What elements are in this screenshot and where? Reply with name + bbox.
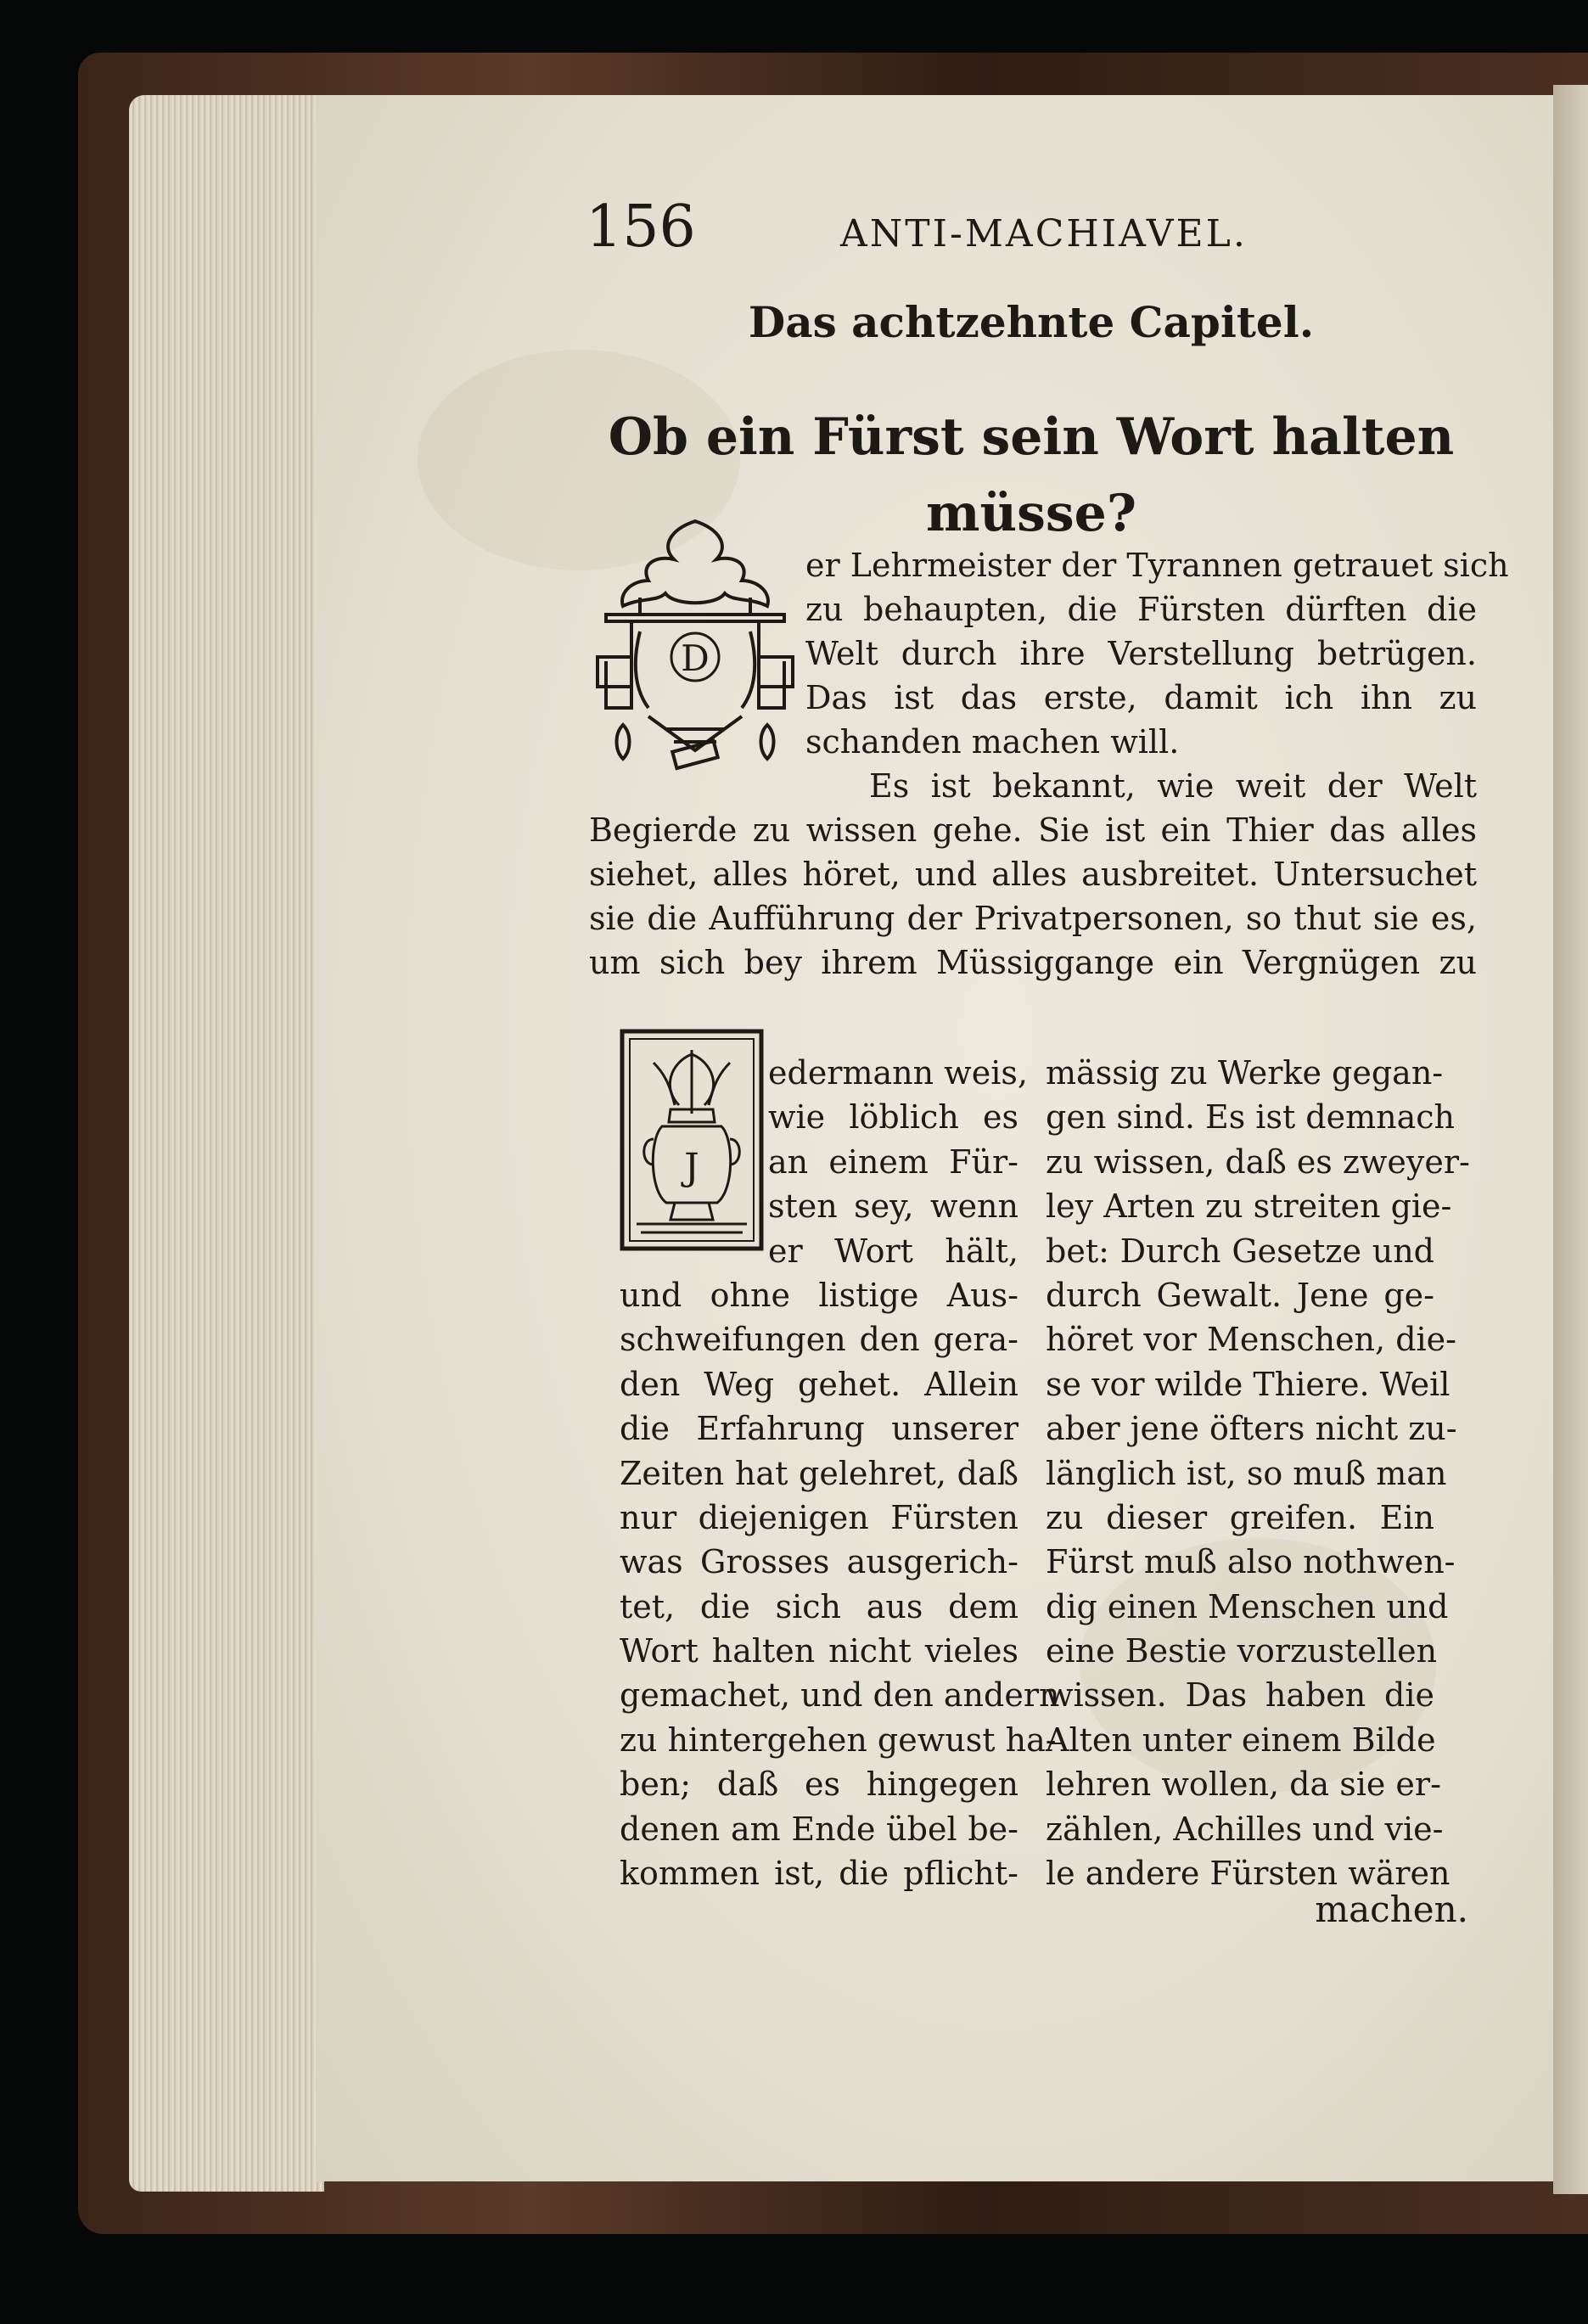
text-line: Das ist das erste, damit ich ihn zu (805, 679, 1477, 716)
text-line: siehet, alles höret, und alles ausbreitet. Untersuchet (589, 856, 1477, 893)
text-line: er Lehrmeister der Tyrannen getrauet sich (805, 547, 1509, 584)
text-line: mässig zu Werke gegan- (1046, 1054, 1444, 1092)
left-column (620, 1051, 1060, 1895)
text-line: höret vor Menschen, die- (1046, 1321, 1456, 1359)
text-line: zu behaupten, die Fürsten dürften die (805, 591, 1477, 628)
text-line: nur diejenigen Fürsten (620, 1498, 1018, 1536)
text-line: sie die Aufführung der Privatpersonen, so thut sie es, (589, 900, 1477, 937)
text-line: sten sey, wenn (768, 1187, 1018, 1226)
text-line: aber jene öfters nicht zu- (1046, 1410, 1457, 1448)
text-line: länglich ist, so muß man (1046, 1454, 1447, 1492)
initial-letter-d: D (681, 637, 710, 679)
text-line: zu dieser greifen. Ein (1046, 1498, 1434, 1536)
text-line: kommen ist, die pflicht- (620, 1855, 1018, 1893)
text-line: Es ist bekannt, wie weit der Welt (869, 767, 1477, 805)
catchword: machen. (1315, 1889, 1468, 1930)
text-line: schanden machen will. (805, 723, 1180, 761)
text-line: durch Gewalt. Jene ge- (1046, 1276, 1434, 1314)
chapter-title: Das achtzehnte Capitel. (748, 297, 1315, 347)
text-line: Alten unter einem Bilde (1046, 1721, 1436, 1759)
text-line: Zeiten hat gelehret, daß (620, 1454, 1018, 1492)
text-line: die Erfahrung unserer (620, 1410, 1018, 1448)
text-line: gen sind. Es ist demnach (1046, 1098, 1456, 1137)
text-line: zählen, Achilles und vie- (1046, 1810, 1444, 1848)
text-line: ben; daß es hingegen (620, 1765, 1018, 1804)
text-line: le andere Fürsten wären (1046, 1855, 1451, 1893)
text-line: den Weg gehet. Allein (620, 1365, 1018, 1403)
right-column (1046, 1051, 1470, 1895)
first-passage (589, 543, 1509, 985)
running-title: ANTI-MACHIAVEL. (840, 212, 1248, 255)
text-line: tet, die sich aus dem (620, 1587, 1018, 1625)
text-line: wie löblich es (768, 1098, 1018, 1137)
page-header (586, 194, 1468, 270)
chapter-heading: Ob ein Fürst sein Wort halten müsse? (608, 407, 1455, 543)
text-line: edermann weis, (768, 1054, 1028, 1092)
text-line: dig einen Menschen und (1046, 1587, 1449, 1625)
text-line: und ohne listige Aus- (620, 1276, 1018, 1314)
text-line: Welt durch ihre Verstellung betrügen. (805, 635, 1477, 672)
text-line: Begierde zu wissen gehe. Sie ist ein Thier das alles (589, 811, 1477, 849)
text-line: se vor wilde Thiere. Weil (1046, 1365, 1451, 1403)
text-line: lehren wollen, da sie er- (1046, 1765, 1441, 1804)
text-line: gemachet, und den andern (620, 1676, 1060, 1715)
next-page-edge (1553, 85, 1588, 2194)
text-line: was Grosses ausgerich- (620, 1543, 1018, 1581)
text-line: Wort halten nicht vieles (620, 1632, 1018, 1670)
text-line: Fürst muß also nothwen- (1046, 1543, 1456, 1581)
text-line: denen am Ende übel be- (620, 1810, 1018, 1848)
initial-letter-j: J (684, 1146, 699, 1189)
text-line: wissen. Das haben die (1046, 1676, 1434, 1715)
text-line: bet: Durch Gesetze und (1046, 1232, 1434, 1270)
page-number: 156 (586, 194, 696, 261)
text-line: er Wort hält, (768, 1232, 1018, 1270)
text-line: eine Bestie vorzustellen (1046, 1632, 1438, 1670)
text-line: ley Arten zu streiten gie- (1046, 1187, 1452, 1226)
text-line: zu hintergehen gewust ha- (620, 1721, 1057, 1759)
text-line: schweifungen den gera- (620, 1321, 1018, 1359)
text-line: an einem Für- (768, 1142, 1018, 1181)
page-edges (129, 95, 324, 2192)
text-line: zu wissen, daß es zweyer- (1046, 1142, 1470, 1181)
text-line: um sich bey ihrem Müssiggange ein Vergnügen zu (589, 944, 1477, 981)
